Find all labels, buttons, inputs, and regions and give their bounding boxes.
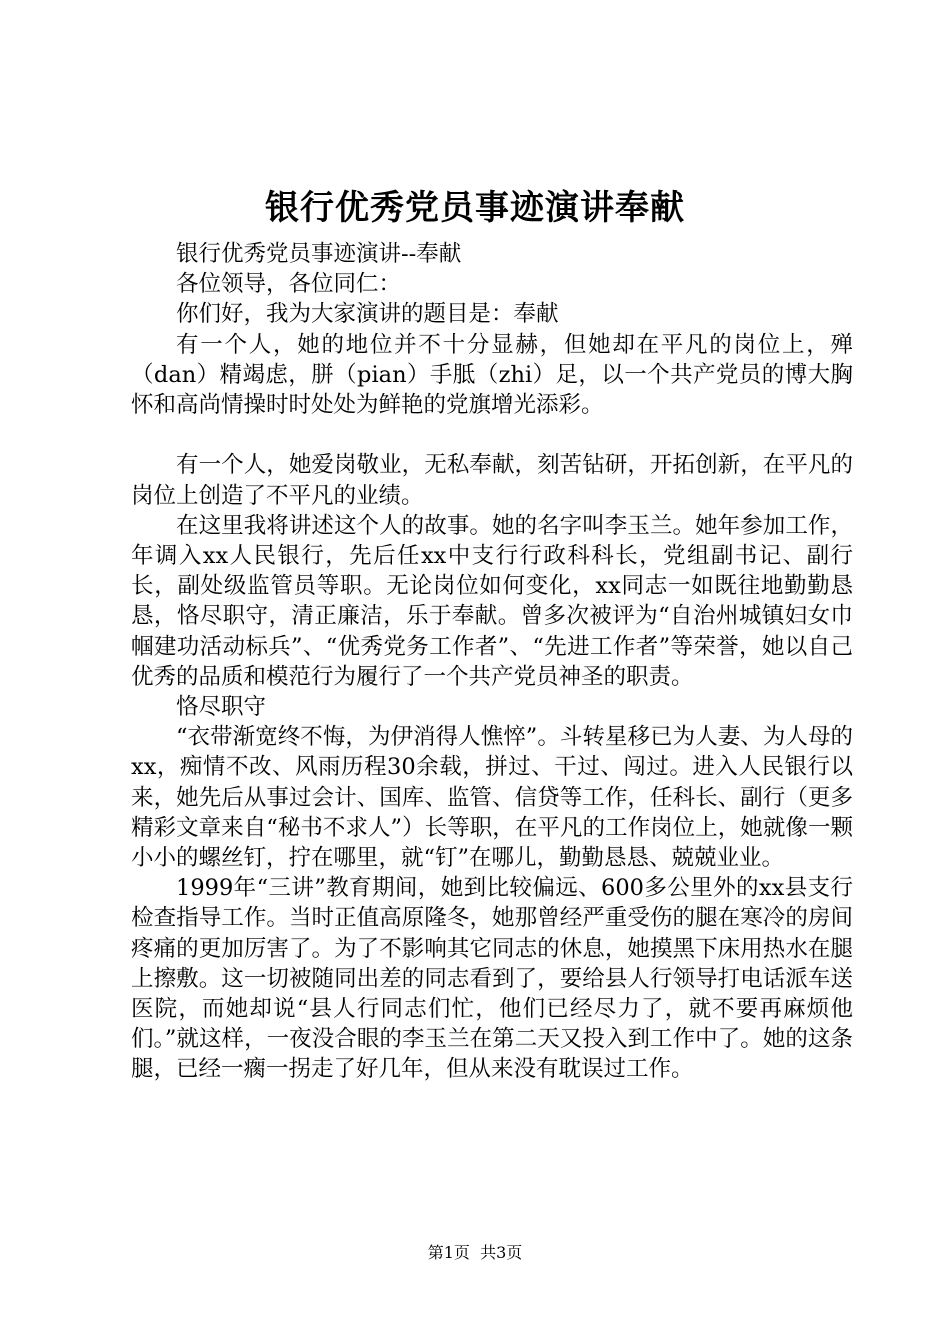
paragraph-heading: 银行优秀党员事迹演讲--奉献 xyxy=(176,241,462,267)
document-body xyxy=(131,239,853,1085)
paragraph-dedication: 有一个人，她爱岗敬业，无私奉献，刻苦钻研，开拓创新，在平凡的岗位上创造了不平凡的业绩。 xyxy=(131,452,853,509)
paragraph-career: “衣带渐宽终不悔，为伊消得人憔悴”。斗转星移已为人妻、为人母的xx，痴情不改、风雨历程30余载，拼过、干过、闯过。进入人民银行以来，她先后从事过会计、国库、监管、信贷等工作，任科长、副行（更多精彩文章来自“秘书不求人”）长等职，在平凡的工作岗位上，她就像一颗小小的螺丝钉，拧在哪里，就“钉”在哪儿，勤勤恳恳、兢兢业业。 xyxy=(131,724,853,872)
section-heading: 恪尽职守 xyxy=(176,694,267,721)
document-title: 银行优秀党员事迹演讲奉献 xyxy=(265,188,685,228)
paragraph-salutation: 各位领导，各位同仁： xyxy=(176,271,402,298)
paragraph-spacer xyxy=(131,420,853,450)
paragraph-intro: 有一个人，她的地位并不十分显赫，但她却在平凡的岗位上，殚（dan）精竭虑，胼（pian）手胝（zhi）足，以一个共产党员的博大胸怀和高尚情操时时处处为鲜艳的党旗增光添彩。 xyxy=(131,331,853,419)
paragraph-biography: 在这里我将讲述这个人的故事。她的名字叫李玉兰。她年参加工作，年调入xx人民银行，先后任xx中支行行政科科长，党组副书记、副行长，副处级监管员等职。无论岗位如何变化，xx同志一如既往地勤勤恳恳，恪尽职守，清正廉洁，乐于奉献。曾多次被评为“自治州城镇妇女巾帼建功活动标兵”、“优秀党务工作者”、“先进工作者”等荣誉，她以自己优秀的品质和模范行为履行了一个共产党员神圣的职责。 xyxy=(131,512,853,690)
paragraph-story: 1999年“三讲”教育期间，她到比较偏远、600多公里外的xx县支行检查指导工作。当时正值高原隆冬，她那曾经严重受伤的腿在寒冷的房间疼痛的更加厉害了。为了不影响其它同志的休息，她摸黑下床用热水在腿上擦敷。这一切被随同出差的同志看到了，要给县人行领导打电话派车送医院，而她却说“县人行同志们忙，他们已经尽力了，就不要再麻烦他们。”就这样，一夜没合眼的李玉兰在第二天又投入到工作中了。她的这条腿，已经一瘸一拐走了好几年，但从来没有耽误过工作。 xyxy=(131,875,853,1083)
paragraph-greeting: 你们好，我为大家演讲的题目是：奉献 xyxy=(176,301,559,328)
page-number: 第1页 共3页 xyxy=(427,1243,523,1262)
